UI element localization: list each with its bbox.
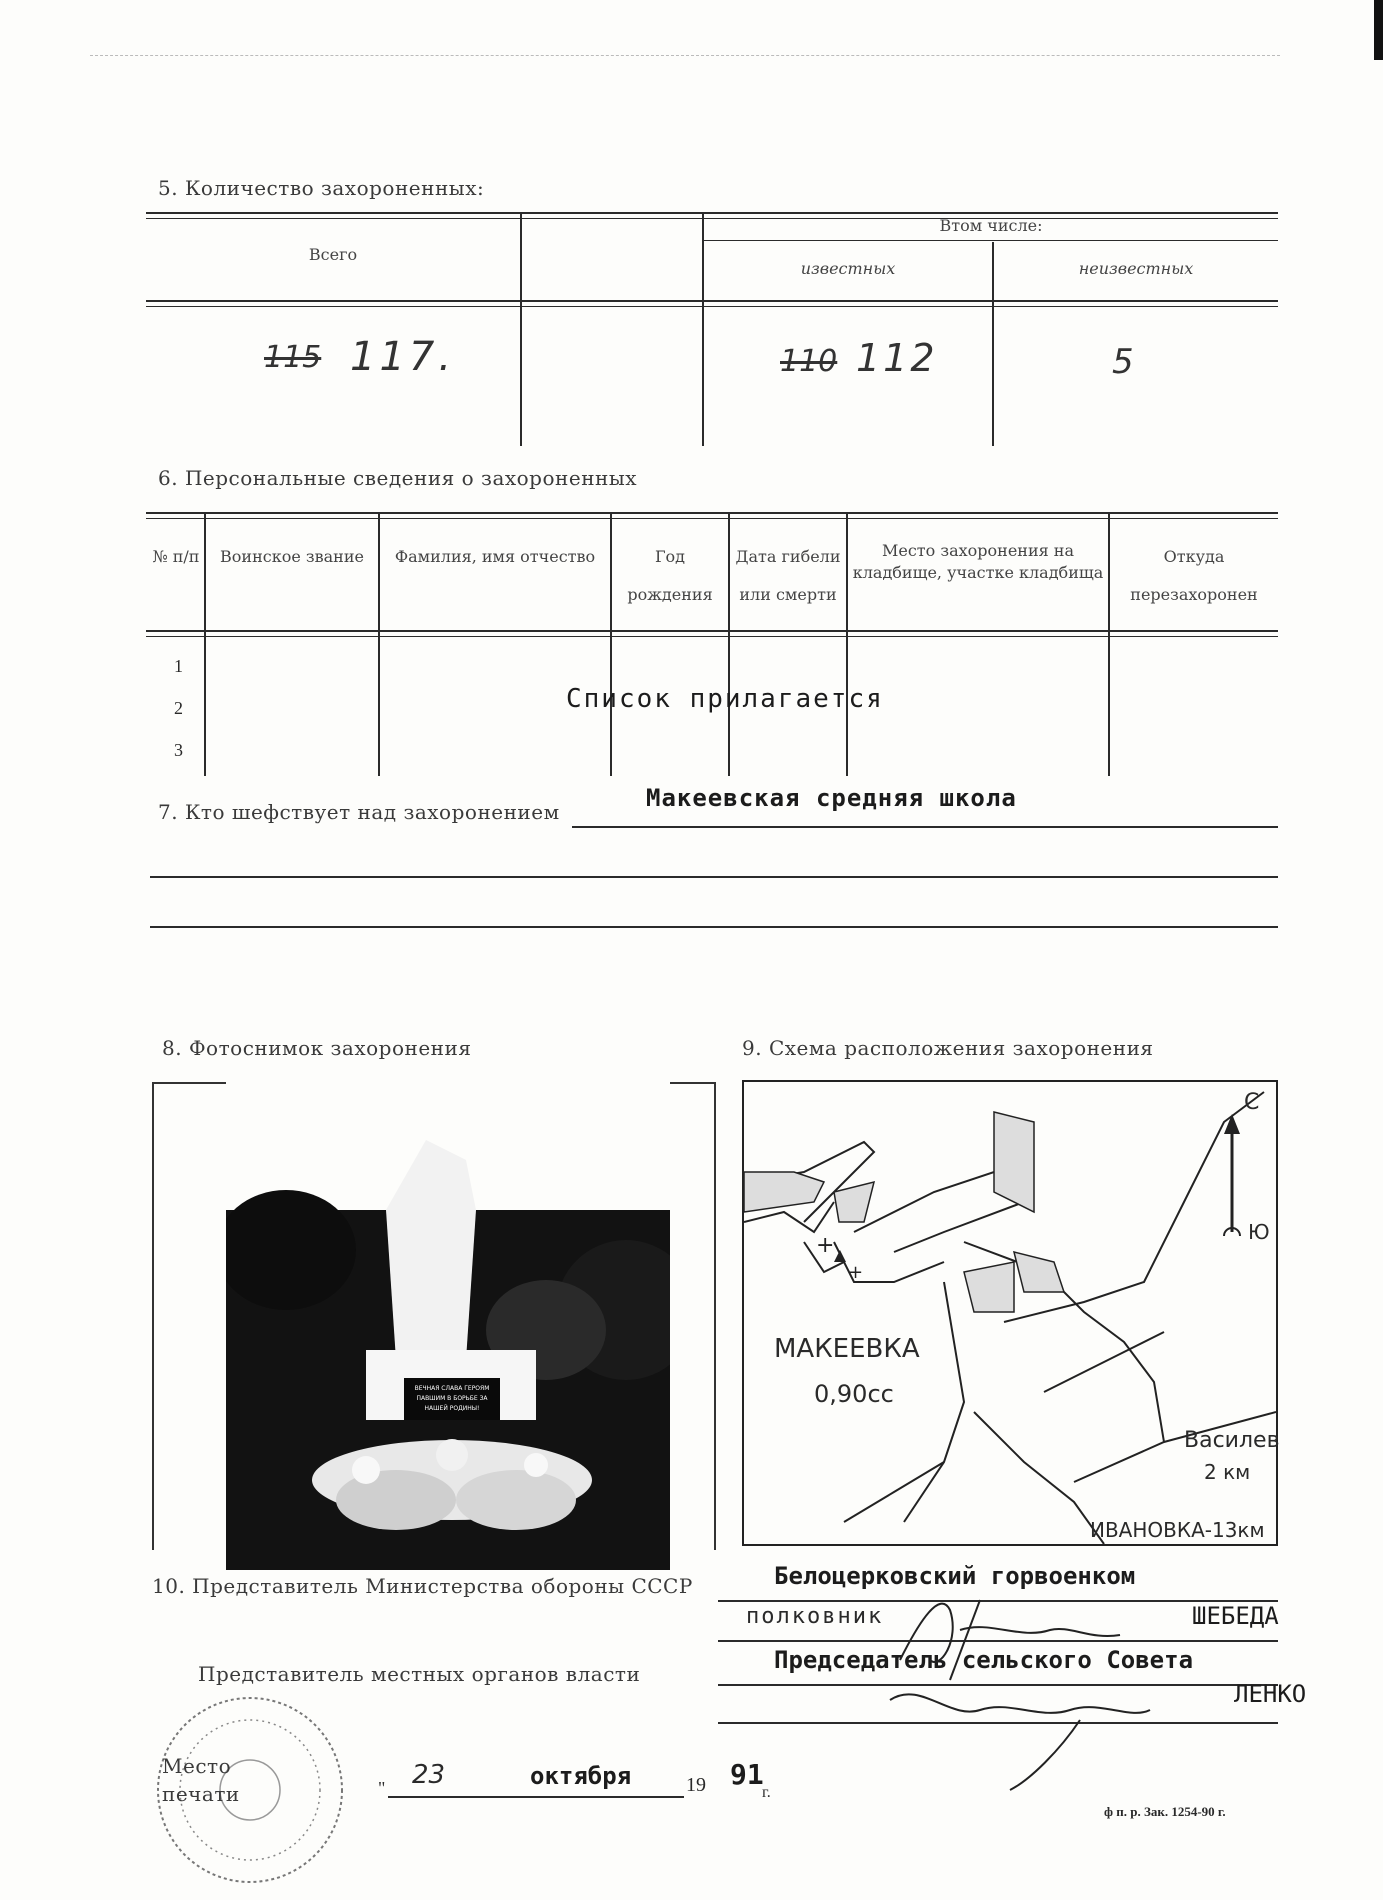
section9-title: 9. Схема расположения захоронения xyxy=(742,1036,1154,1060)
map-distance-label: 0,90cc xyxy=(814,1380,894,1408)
map-north-label: С xyxy=(1244,1090,1260,1115)
total-crossed-value: 115 xyxy=(264,340,322,375)
date-month: октября xyxy=(530,1762,632,1790)
unknown-header: неизвестных xyxy=(1078,259,1194,278)
svg-text:ПАВШИМ В БОРЬБЕ ЗА: ПАВШИМ В БОРЬБЕ ЗА xyxy=(416,1395,488,1402)
map-vasilev-label: Василев xyxy=(1184,1428,1280,1453)
chairman-signature xyxy=(880,1660,1160,1800)
svg-text:+: + xyxy=(848,1262,864,1283)
officer-name: ШЕБЕДА xyxy=(1192,1602,1279,1630)
row-number-1: 1 xyxy=(174,656,183,676)
location-scheme xyxy=(742,1080,1278,1546)
map-village-label: МАКЕЕВКА xyxy=(774,1334,920,1364)
date-year-prefix: 19 xyxy=(686,1774,706,1796)
total-header: Всего xyxy=(308,245,358,264)
memorial-photo-image xyxy=(226,1060,670,1570)
rank-label: полковник xyxy=(746,1604,884,1629)
row-number-2: 2 xyxy=(174,698,183,718)
local-authority-title: Представитель местных органов власти xyxy=(198,1662,641,1686)
row-number-3: 3 xyxy=(174,740,183,760)
col-place-header: Место захоронения на кладбище, участке кладбища xyxy=(852,541,1104,582)
right-edge-shadow xyxy=(1374,0,1383,60)
date-open-quote: " xyxy=(378,1778,386,1798)
chairman-name: ЛЕНКО xyxy=(1234,1680,1307,1708)
burial-photo xyxy=(226,1060,670,1570)
total-value: 117. xyxy=(350,334,456,380)
in-total-header: Втом числе: xyxy=(939,216,1043,235)
svg-text:НАШЕЙ РОДИНЫ!: НАШЕЙ РОДИНЫ! xyxy=(424,1405,480,1412)
map-south-label: Ю xyxy=(1248,1220,1270,1244)
print-info: ф п. р. Зак. 1254-90 г. xyxy=(1104,1804,1226,1819)
top-edge-marks xyxy=(90,55,1280,62)
section7-title: 7. Кто шефствует над захоронением xyxy=(158,800,560,824)
known-crossed-value: 110 xyxy=(780,344,838,379)
date-year-g: г. xyxy=(762,1784,771,1801)
known-value: 112 xyxy=(856,336,938,380)
chairman-label: Председатель сельского Совета xyxy=(774,1646,1194,1674)
unknown-value: 5 xyxy=(1112,342,1134,382)
stamp-place-label: Место печати xyxy=(162,1754,240,1806)
svg-text:+: + xyxy=(816,1233,835,1258)
col-death-header: Дата гибели или смерти xyxy=(735,547,841,604)
section10-title: 10. Представитель Министерства обороны СССР xyxy=(152,1574,693,1598)
col-birth-header: Год рождения xyxy=(627,547,713,604)
list-attached-note: Список прилагается xyxy=(566,684,884,714)
map-ivanovka-label: ИВАНОВКА-13км xyxy=(1090,1518,1265,1542)
col-name-header: Фамилия, имя отчество xyxy=(394,547,596,566)
location-map-drawing xyxy=(744,1082,1276,1544)
known-header: известных xyxy=(800,259,896,278)
section6-title: 6. Персональные сведения о захороненных xyxy=(158,466,638,490)
section8-title: 8. Фотоснимок захоронения xyxy=(162,1036,472,1060)
col-num-header: № п/п xyxy=(152,547,200,566)
section5-title: 5. Количество захороненных: xyxy=(158,176,485,200)
col-rank-header: Воинское звание xyxy=(220,547,364,566)
military-office: Белоцерковский горвоенком xyxy=(774,1562,1136,1590)
patron-value: Макеевская средняя школа xyxy=(646,784,1017,812)
date-day: 23 xyxy=(412,1760,446,1790)
col-from-header: Откуда перезахоронен xyxy=(1130,547,1258,604)
date-year-suffix: 91 xyxy=(730,1758,764,1791)
svg-text:ВЕЧНАЯ СЛАВА ГЕРОЯМ: ВЕЧНАЯ СЛАВА ГЕРОЯМ xyxy=(414,1385,490,1392)
map-vasilev-km: 2 км xyxy=(1204,1460,1251,1484)
